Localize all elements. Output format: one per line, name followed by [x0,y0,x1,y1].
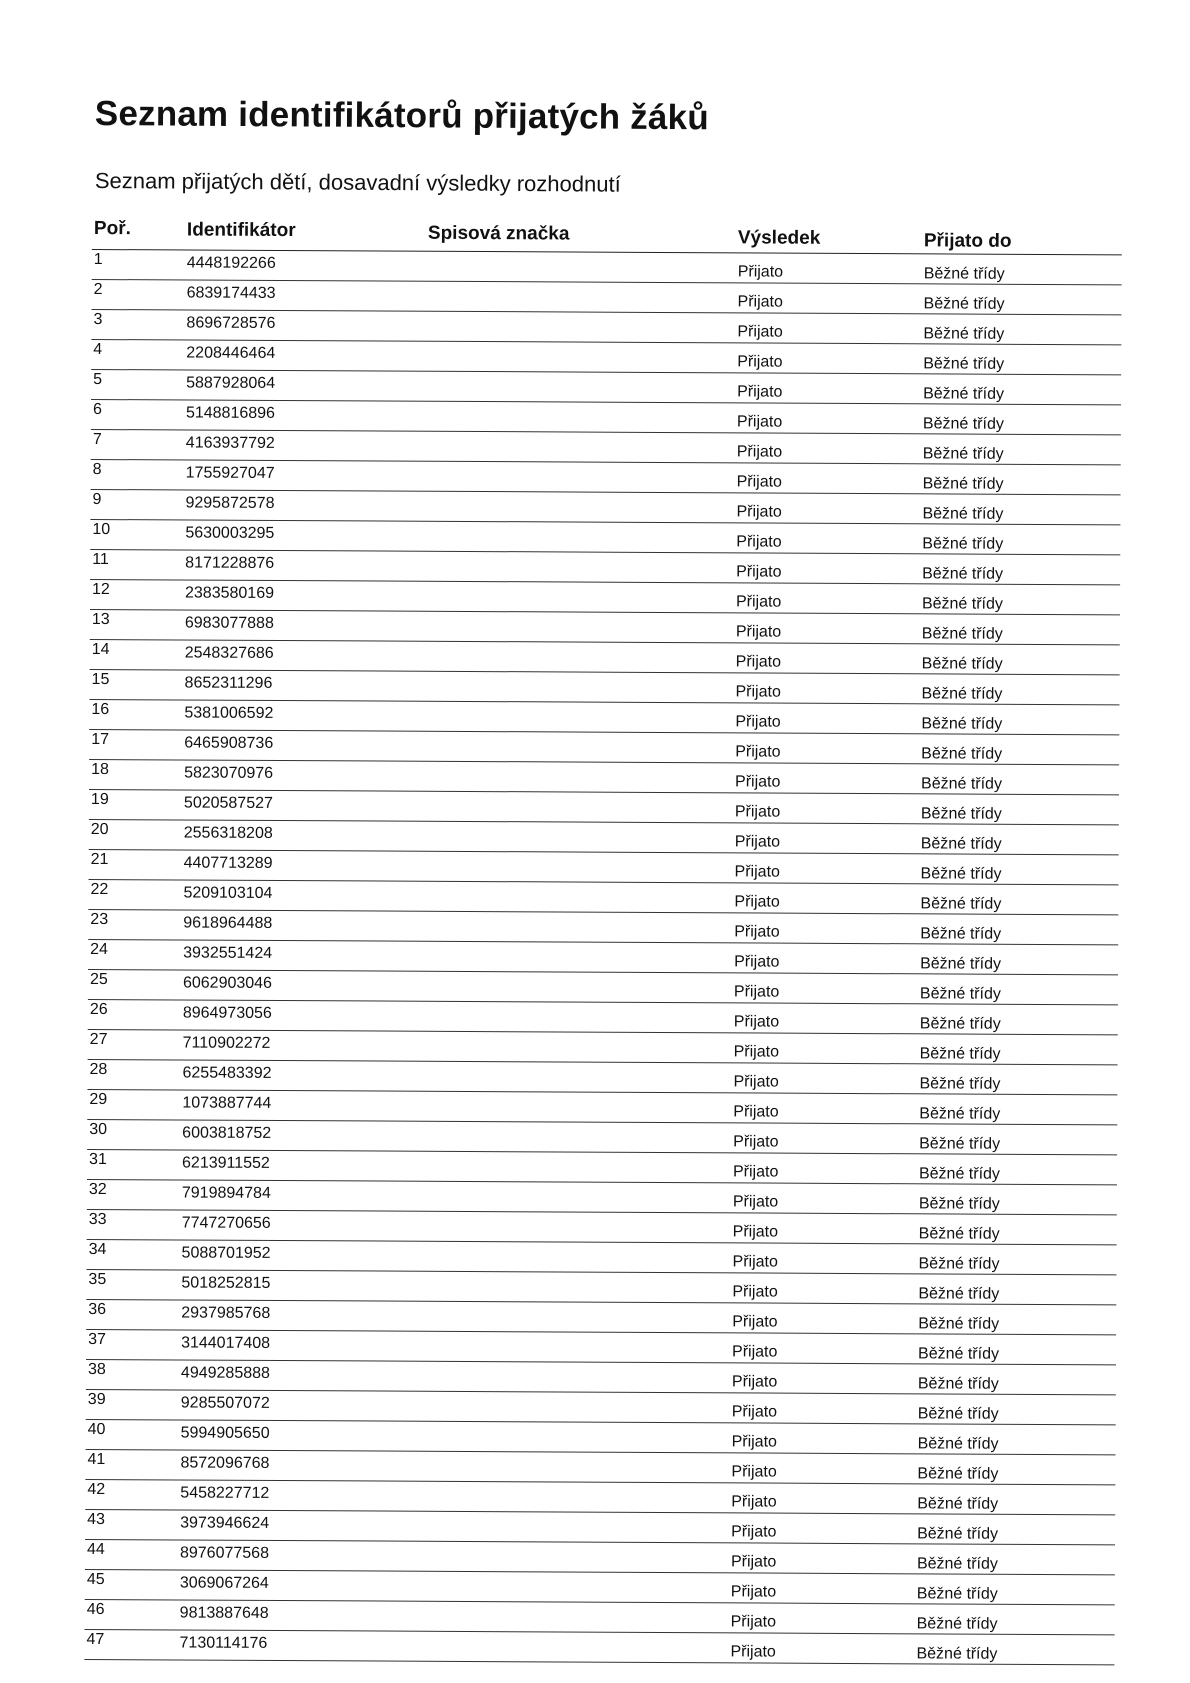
cell-identifikator: 8696728576 [186,314,276,332]
cell-identifikator: 8171228876 [185,554,275,572]
cell-identifikator: 7110902272 [182,1034,271,1052]
cell-vysledek: Přijato [736,563,782,581]
cell-prijato-do: Běžné třídy [918,1225,1000,1243]
cell-vysledek: Přijato [731,1493,777,1511]
cell-poradi: 25 [89,971,108,989]
cell-prijato-do: Běžné třídy [921,655,1003,673]
cell-identifikator: 1755927047 [185,464,275,482]
cell-poradi: 13 [91,611,110,629]
cell-prijato-do: Běžné třídy [919,1075,1001,1093]
cell-poradi: 5 [93,371,103,389]
cell-vysledek: Přijato [736,533,782,551]
cell-vysledek: Přijato [734,803,781,821]
cell-poradi: 29 [89,1090,108,1109]
cell-poradi: 3 [93,311,103,329]
cell-identifikator: 5088701952 [181,1244,271,1262]
cell-vysledek: Přijato [732,1343,778,1361]
cell-prijato-do: Běžné třídy [916,1615,998,1633]
cell-prijato-do: Běžné třídy [920,925,1002,943]
cell-vysledek: Přijato [730,1643,776,1661]
cell-poradi: 27 [89,1030,108,1049]
cell-poradi: 42 [87,1480,106,1499]
cell-vysledek: Přijato [736,413,783,431]
cell-poradi: 22 [90,881,109,899]
cell-prijato-do: Běžné třídy [919,1015,1001,1033]
cell-vysledek: Přijato [734,923,780,941]
cell-identifikator: 1073887744 [182,1094,272,1112]
cell-prijato-do: Běžné třídy [918,1315,1000,1333]
cell-vysledek: Přijato [732,1193,779,1211]
cell-prijato-do: Běžné třídy [921,775,1003,793]
cell-vysledek: Přijato [733,1013,780,1031]
cell-prijato-do: Běžné třídy [923,295,1005,313]
cell-prijato-do: Běžné třídy [921,745,1003,763]
cell-poradi: 28 [89,1060,108,1079]
cell-poradi: 17 [91,731,110,749]
header-identifikator: Identifikátor [186,219,296,242]
cell-poradi: 32 [88,1180,107,1199]
cell-identifikator: 5148816896 [185,404,276,422]
cell-poradi: 16 [91,701,110,719]
cell-prijato-do: Běžné třídy [918,1345,1000,1363]
cell-poradi: 7 [92,431,102,449]
cell-prijato-do: Běžné třídy [917,1525,999,1543]
cell-prijato-do: Běžné třídy [919,1045,1001,1063]
cell-poradi: 45 [86,1570,105,1589]
cell-identifikator: 3069067264 [179,1574,269,1592]
cell-poradi: 46 [86,1600,105,1619]
cell-identifikator: 5020587527 [183,794,273,812]
cell-poradi: 41 [87,1450,106,1469]
cell-prijato-do: Běžné třídy [920,865,1002,883]
cell-poradi: 37 [88,1330,106,1349]
table-row [84,1630,1114,1665]
cell-prijato-do: Běžné třídy [920,805,1002,823]
cell-vysledek: Přijato [735,743,781,761]
cell-prijato-do: Běžné třídy [922,445,1004,463]
cell-identifikator: 5994905650 [180,1424,270,1442]
cell-vysledek: Přijato [732,1253,778,1271]
cell-prijato-do: Běžné třídy [918,1255,1000,1273]
cell-vysledek: Přijato [733,983,780,1001]
cell-identifikator: 4448192266 [186,254,276,272]
cell-identifikator: 6465908736 [184,734,274,752]
cell-poradi: 33 [88,1210,107,1229]
cell-identifikator: 8964973056 [182,1004,272,1022]
cell-identifikator: 2937985768 [181,1304,271,1322]
cell-prijato-do: Běžné třídy [917,1405,999,1423]
cell-prijato-do: Běžné třídy [920,835,1002,853]
table-header-row [92,218,1122,255]
cell-vysledek: Přijato [735,593,782,611]
cell-identifikator: 4163937792 [185,434,275,452]
cell-identifikator: 5209103104 [183,884,273,902]
cell-poradi: 15 [91,671,110,689]
cell-prijato-do: Běžné třídy [922,565,1004,583]
cell-prijato-do: Běžné třídy [918,1195,1000,1213]
cell-poradi: 26 [89,1000,108,1019]
cell-poradi: 47 [86,1630,105,1649]
cell-identifikator: 2548327686 [184,644,274,662]
cell-vysledek: Přijato [733,1133,779,1151]
cell-identifikator: 6003818752 [182,1124,272,1142]
cell-identifikator: 5823070976 [184,764,274,782]
cell-prijato-do: Běžné třídy [923,265,1005,283]
cell-poradi: 2 [93,281,103,299]
cell-poradi: 44 [86,1540,105,1559]
cell-vysledek: Přijato [737,293,783,311]
admissions-table [84,218,1122,1665]
cell-prijato-do: Běžné třídy [917,1465,999,1483]
cell-vysledek: Přijato [731,1373,778,1391]
cell-vysledek: Přijato [732,1283,778,1301]
cell-prijato-do: Běžné třídy [923,325,1005,343]
cell-vysledek: Přijato [734,863,780,881]
cell-poradi: 39 [87,1390,106,1409]
header-prijato-do: Přijato do [923,230,1012,252]
page-title: Seznam identifikátorů přijatých žáků [94,94,710,138]
cell-vysledek: Přijato [735,713,781,731]
cell-identifikator: 9285507072 [180,1394,270,1412]
cell-identifikator: 6255483392 [182,1064,272,1082]
cell-identifikator: 6983077888 [184,614,274,632]
cell-vysledek: Přijato [730,1583,777,1601]
cell-poradi: 4 [93,341,103,359]
cell-identifikator: 3932551424 [183,944,273,962]
page-subtitle: Seznam přijatých dětí, dosavadní výsledky rozhodnutí [94,168,621,197]
cell-poradi: 34 [88,1240,107,1259]
cell-prijato-do: Běžné třídy [921,685,1003,703]
cell-prijato-do: Běžné třídy [916,1585,998,1603]
cell-vysledek: Přijato [730,1613,777,1631]
cell-poradi: 8 [92,461,102,479]
cell-poradi: 31 [89,1150,107,1169]
cell-prijato-do: Běžné třídy [923,355,1005,373]
cell-poradi: 35 [88,1270,107,1289]
cell-prijato-do: Běžné třídy [920,895,1002,913]
cell-identifikator: 5381006592 [184,704,274,722]
cell-vysledek: Přijato [735,773,781,791]
cell-identifikator: 9295872578 [185,494,275,512]
cell-vysledek: Přijato [732,1313,778,1331]
cell-prijato-do: Běžné třídy [923,385,1005,403]
cell-identifikator: 7919894784 [181,1184,271,1202]
cell-vysledek: Přijato [731,1403,778,1421]
cell-poradi: 10 [92,521,111,539]
cell-poradi: 14 [91,641,110,659]
cell-prijato-do: Běžné třídy [917,1375,999,1393]
cell-prijato-do: Běžné třídy [919,1135,1001,1153]
cell-vysledek: Přijato [736,503,782,521]
cell-poradi: 24 [90,941,109,959]
cell-vysledek: Přijato [733,1043,780,1061]
cell-identifikator: 3973946624 [180,1514,270,1532]
cell-poradi: 6 [92,401,102,419]
cell-identifikator: 9618964488 [183,914,273,932]
cell-prijato-do: Běžné třídy [919,1105,1001,1123]
header-spisova-znacka: Spisová značka [427,222,570,245]
cell-identifikator: 7747270656 [181,1214,271,1232]
cell-vysledek: Přijato [736,443,783,461]
cell-vysledek: Přijato [737,323,783,341]
cell-prijato-do: Běžné třídy [916,1645,998,1663]
cell-identifikator: 9813887648 [179,1604,269,1622]
cell-poradi: 38 [87,1360,106,1379]
cell-identifikator: 5887928064 [186,374,276,392]
cell-poradi: 20 [90,821,109,839]
cell-vysledek: Přijato [734,833,781,851]
cell-identifikator: 8572096768 [180,1454,270,1472]
cell-identifikator: 4407713289 [183,854,273,872]
cell-poradi: 23 [90,911,109,929]
cell-vysledek: Přijato [734,893,780,911]
cell-prijato-do: Běžné třídy [920,955,1002,973]
cell-vysledek: Přijato [731,1433,778,1451]
cell-poradi: 12 [92,581,110,599]
cell-poradi: 36 [88,1300,107,1319]
cell-identifikator: 6213911552 [182,1154,270,1172]
cell-prijato-do: Běžné třídy [917,1495,999,1513]
cell-prijato-do: Běžné třídy [916,1555,998,1573]
cell-identifikator: 3144017408 [181,1334,271,1352]
cell-prijato-do: Běžné třídy [921,625,1003,643]
cell-prijato-do: Běžné třídy [921,715,1003,733]
cell-vysledek: Přijato [732,1223,779,1241]
cell-identifikator: 2383580169 [184,584,275,602]
cell-prijato-do: Běžné třídy [919,985,1001,1003]
cell-prijato-do: Běžné třídy [922,505,1004,523]
cell-identifikator: 8652311296 [184,674,273,692]
header-poradi: Poř. [93,218,131,240]
cell-poradi: 40 [87,1420,106,1439]
cell-poradi: 43 [87,1510,106,1529]
cell-vysledek: Přijato [736,473,783,491]
cell-prijato-do: Běžné třídy [922,535,1004,553]
cell-vysledek: Přijato [731,1463,777,1481]
cell-identifikator: 2208446464 [186,344,276,362]
cell-prijato-do: Běžné třídy [922,415,1004,433]
cell-prijato-do: Běžné třídy [918,1165,1000,1183]
cell-identifikator: 5458227712 [180,1484,270,1502]
cell-identifikator: 5018252815 [181,1274,271,1292]
cell-vysledek: Přijato [733,1073,779,1091]
cell-identifikator: 6062903046 [182,974,273,992]
cell-vysledek: Přijato [732,1163,779,1181]
cell-vysledek: Přijato [735,683,781,701]
cell-poradi: 11 [92,551,109,569]
cell-vysledek: Přijato [737,353,783,371]
cell-vysledek: Přijato [730,1553,777,1571]
cell-identifikator: 2556318208 [183,824,273,842]
cell-identifikator: 8976077568 [179,1544,270,1562]
cell-identifikator: 7130114176 [179,1634,268,1652]
cell-prijato-do: Běžné třídy [918,1285,1000,1303]
cell-poradi: 30 [89,1120,108,1139]
cell-prijato-do: Běžné třídy [917,1435,999,1453]
cell-vysledek: Přijato [735,623,782,641]
header-vysledek: Výsledek [737,227,821,249]
cell-vysledek: Přijato [737,263,784,281]
cell-vysledek: Přijato [733,1103,779,1121]
cell-vysledek: Přijato [735,653,782,671]
cell-poradi: 19 [90,791,109,809]
cell-identifikator: 4949285888 [180,1364,270,1382]
cell-prijato-do: Běžné třídy [921,595,1003,613]
cell-identifikator: 5630003295 [185,524,275,542]
cell-vysledek: Přijato [737,383,783,401]
cell-poradi: 9 [92,491,102,509]
cell-poradi: 21 [90,851,109,869]
cell-prijato-do: Běžné třídy [922,475,1004,493]
cell-identifikator: 6839174433 [186,284,276,302]
cell-vysledek: Přijato [734,953,780,971]
table-body [84,250,1121,1665]
cell-vysledek: Přijato [731,1523,777,1541]
cell-poradi: 1 [93,251,103,269]
cell-poradi: 18 [91,761,109,779]
